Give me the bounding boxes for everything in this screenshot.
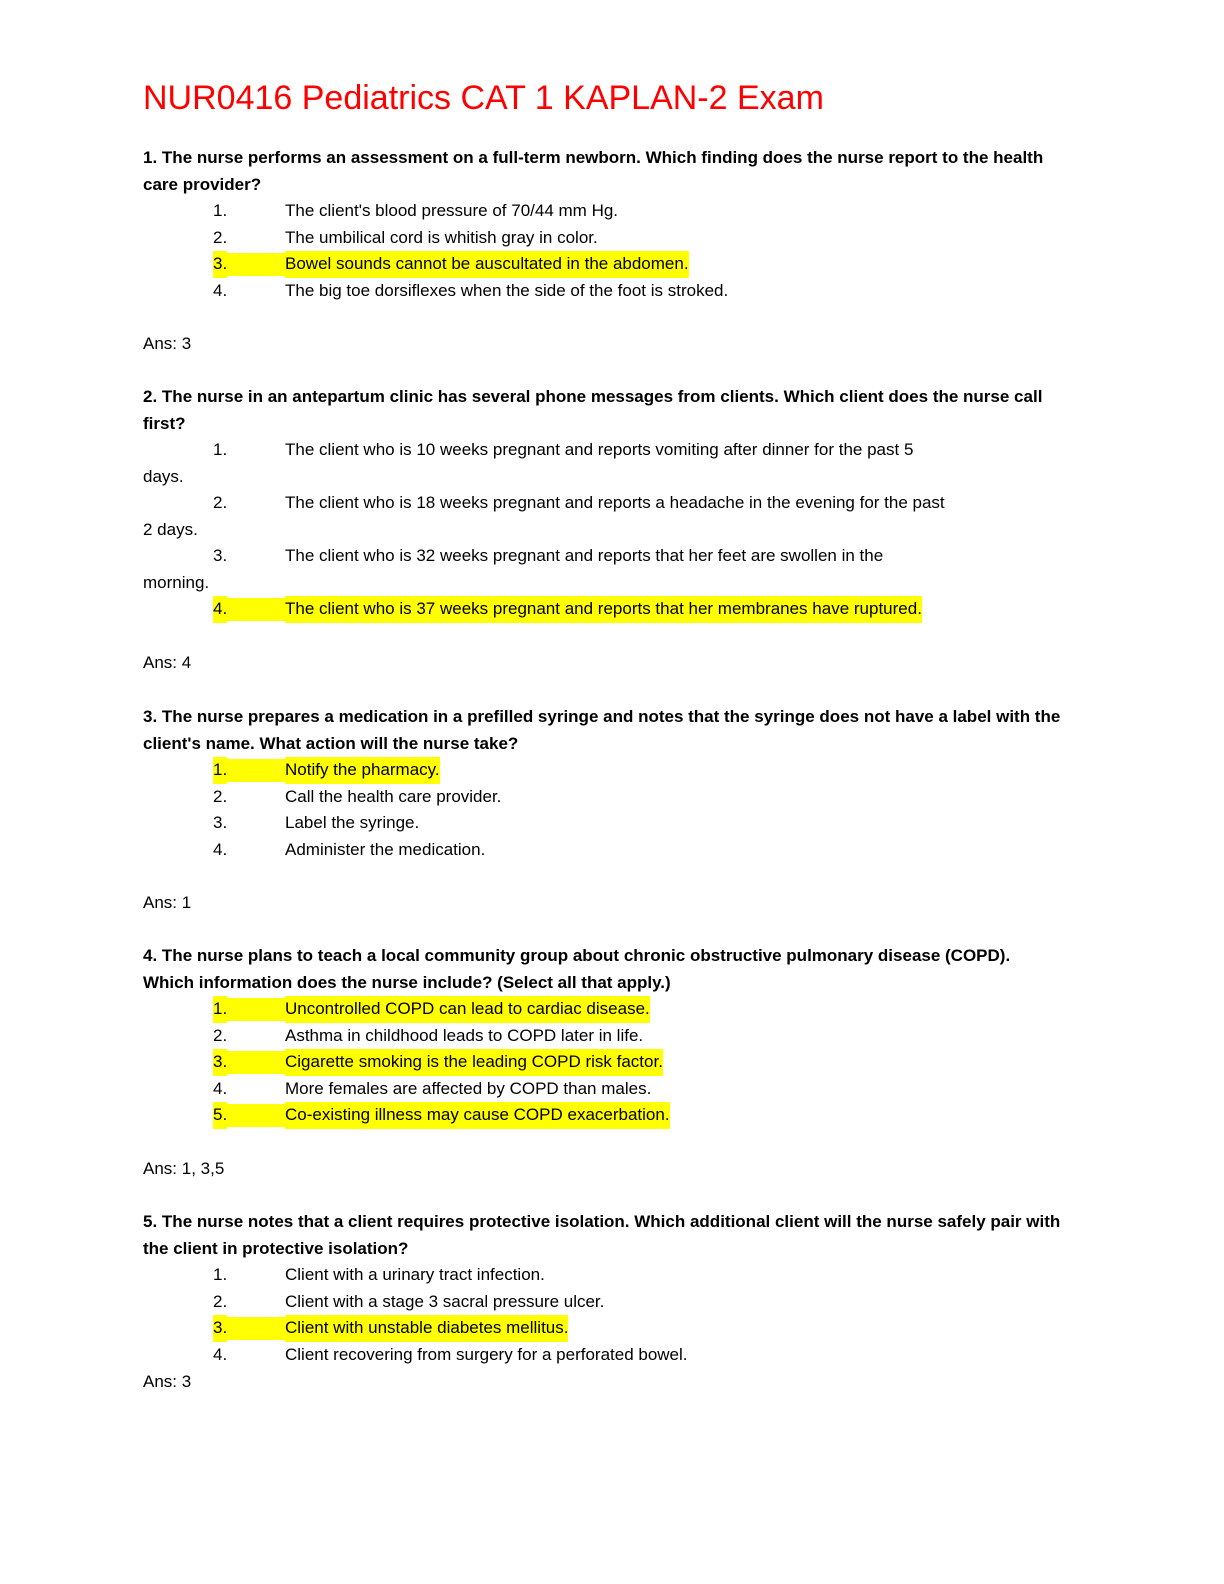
question-stem: 4. The nurse plans to teach a local community group about chronic obstructive pulmonary disease (COPD). Which information does the nurse include? (Select all that apply.) — [143, 946, 1011, 992]
answer-option: 3. The client who is 32 weeks pregnant and reports that her feet are swollen in the morning. — [143, 546, 884, 592]
answer-key: Ans: 3 — [143, 334, 192, 353]
answer-option: 1. Client with a urinary tract infection. — [213, 1265, 545, 1284]
question-stem: 1. The nurse performs an assessment on a full-term newborn. Which finding does the nurse report to the health care provider? — [143, 148, 1044, 194]
question-stem: 3. The nurse prepares a medication in a prefilled syringe and notes that the syringe does not have a label with the client's name. What action will the nurse take? — [143, 707, 1061, 753]
answer-option: 2. Asthma in childhood leads to COPD later in life. — [213, 1025, 644, 1045]
question-block-5 — [143, 1209, 1063, 1368]
correct-answer-option: 1. Uncontrolled COPD can lead to cardiac disease. — [143, 996, 1063, 1023]
question-block-2 — [143, 384, 1063, 623]
answer-option: 2. Client with a stage 3 sacral pressure ulcer. — [213, 1291, 605, 1311]
answer-key: Ans: 1 — [143, 893, 192, 912]
document-title: NUR0416 Pediatrics CAT 1 KAPLAN-2 Exam — [143, 79, 824, 117]
answer-option: 1. The client's blood pressure of 70/44 mm Hg. — [213, 201, 619, 220]
answer-option: 4. Administer the medication. — [213, 839, 486, 859]
question-block-4 — [143, 943, 1063, 1129]
correct-answer-option: 4. The client who is 37 weeks pregnant and reports that her membranes have ruptured. — [143, 596, 1063, 623]
correct-answer-option: 3. Client with unstable diabetes mellitus. — [143, 1315, 1063, 1342]
answer-key: Ans: 3 — [143, 1372, 192, 1391]
correct-answer-option: 3. Bowel sounds cannot be auscultated in the abdomen. — [143, 251, 1063, 278]
correct-answer-option: 3. Cigarette smoking is the leading COPD risk factor. — [143, 1049, 1063, 1076]
correct-answer-option: 5. Co-existing illness may cause COPD exacerbation. — [143, 1102, 1063, 1129]
answer-option: 2. The client who is 18 weeks pregnant and reports a headache in the evening for the past 2 days. — [143, 493, 945, 539]
answer-option: 4. Client recovering from surgery for a perforated bowel. — [213, 1344, 688, 1364]
answer-option: 3. Label the syringe. — [213, 813, 420, 832]
question-block-1 — [143, 145, 1063, 304]
answer-key: Ans: 1, 3,5 — [143, 1159, 225, 1178]
correct-answer-option: 1. Notify the pharmacy. — [143, 757, 1063, 784]
answer-key: Ans: 4 — [143, 653, 192, 672]
question-stem: 2. The nurse in an antepartum clinic has several phone messages from clients. Which client does the nurse call first? — [143, 387, 1043, 433]
answer-option: 1. The client who is 10 weeks pregnant and reports vomiting after dinner for the past 5 days. — [143, 440, 914, 486]
answer-option: 2. The umbilical cord is whitish gray in color. — [213, 227, 598, 247]
question-block-3 — [143, 704, 1063, 863]
answer-option: 4. The big toe dorsiflexes when the side of the foot is stroked. — [213, 280, 729, 300]
answer-option: 2. Call the health care provider. — [213, 786, 502, 806]
answer-option: 4. More females are affected by COPD than males. — [213, 1078, 652, 1098]
question-stem: 5. The nurse notes that a client requires protective isolation. Which additional client will the nurse safely pair with the client in protective isolation? — [143, 1212, 1061, 1258]
